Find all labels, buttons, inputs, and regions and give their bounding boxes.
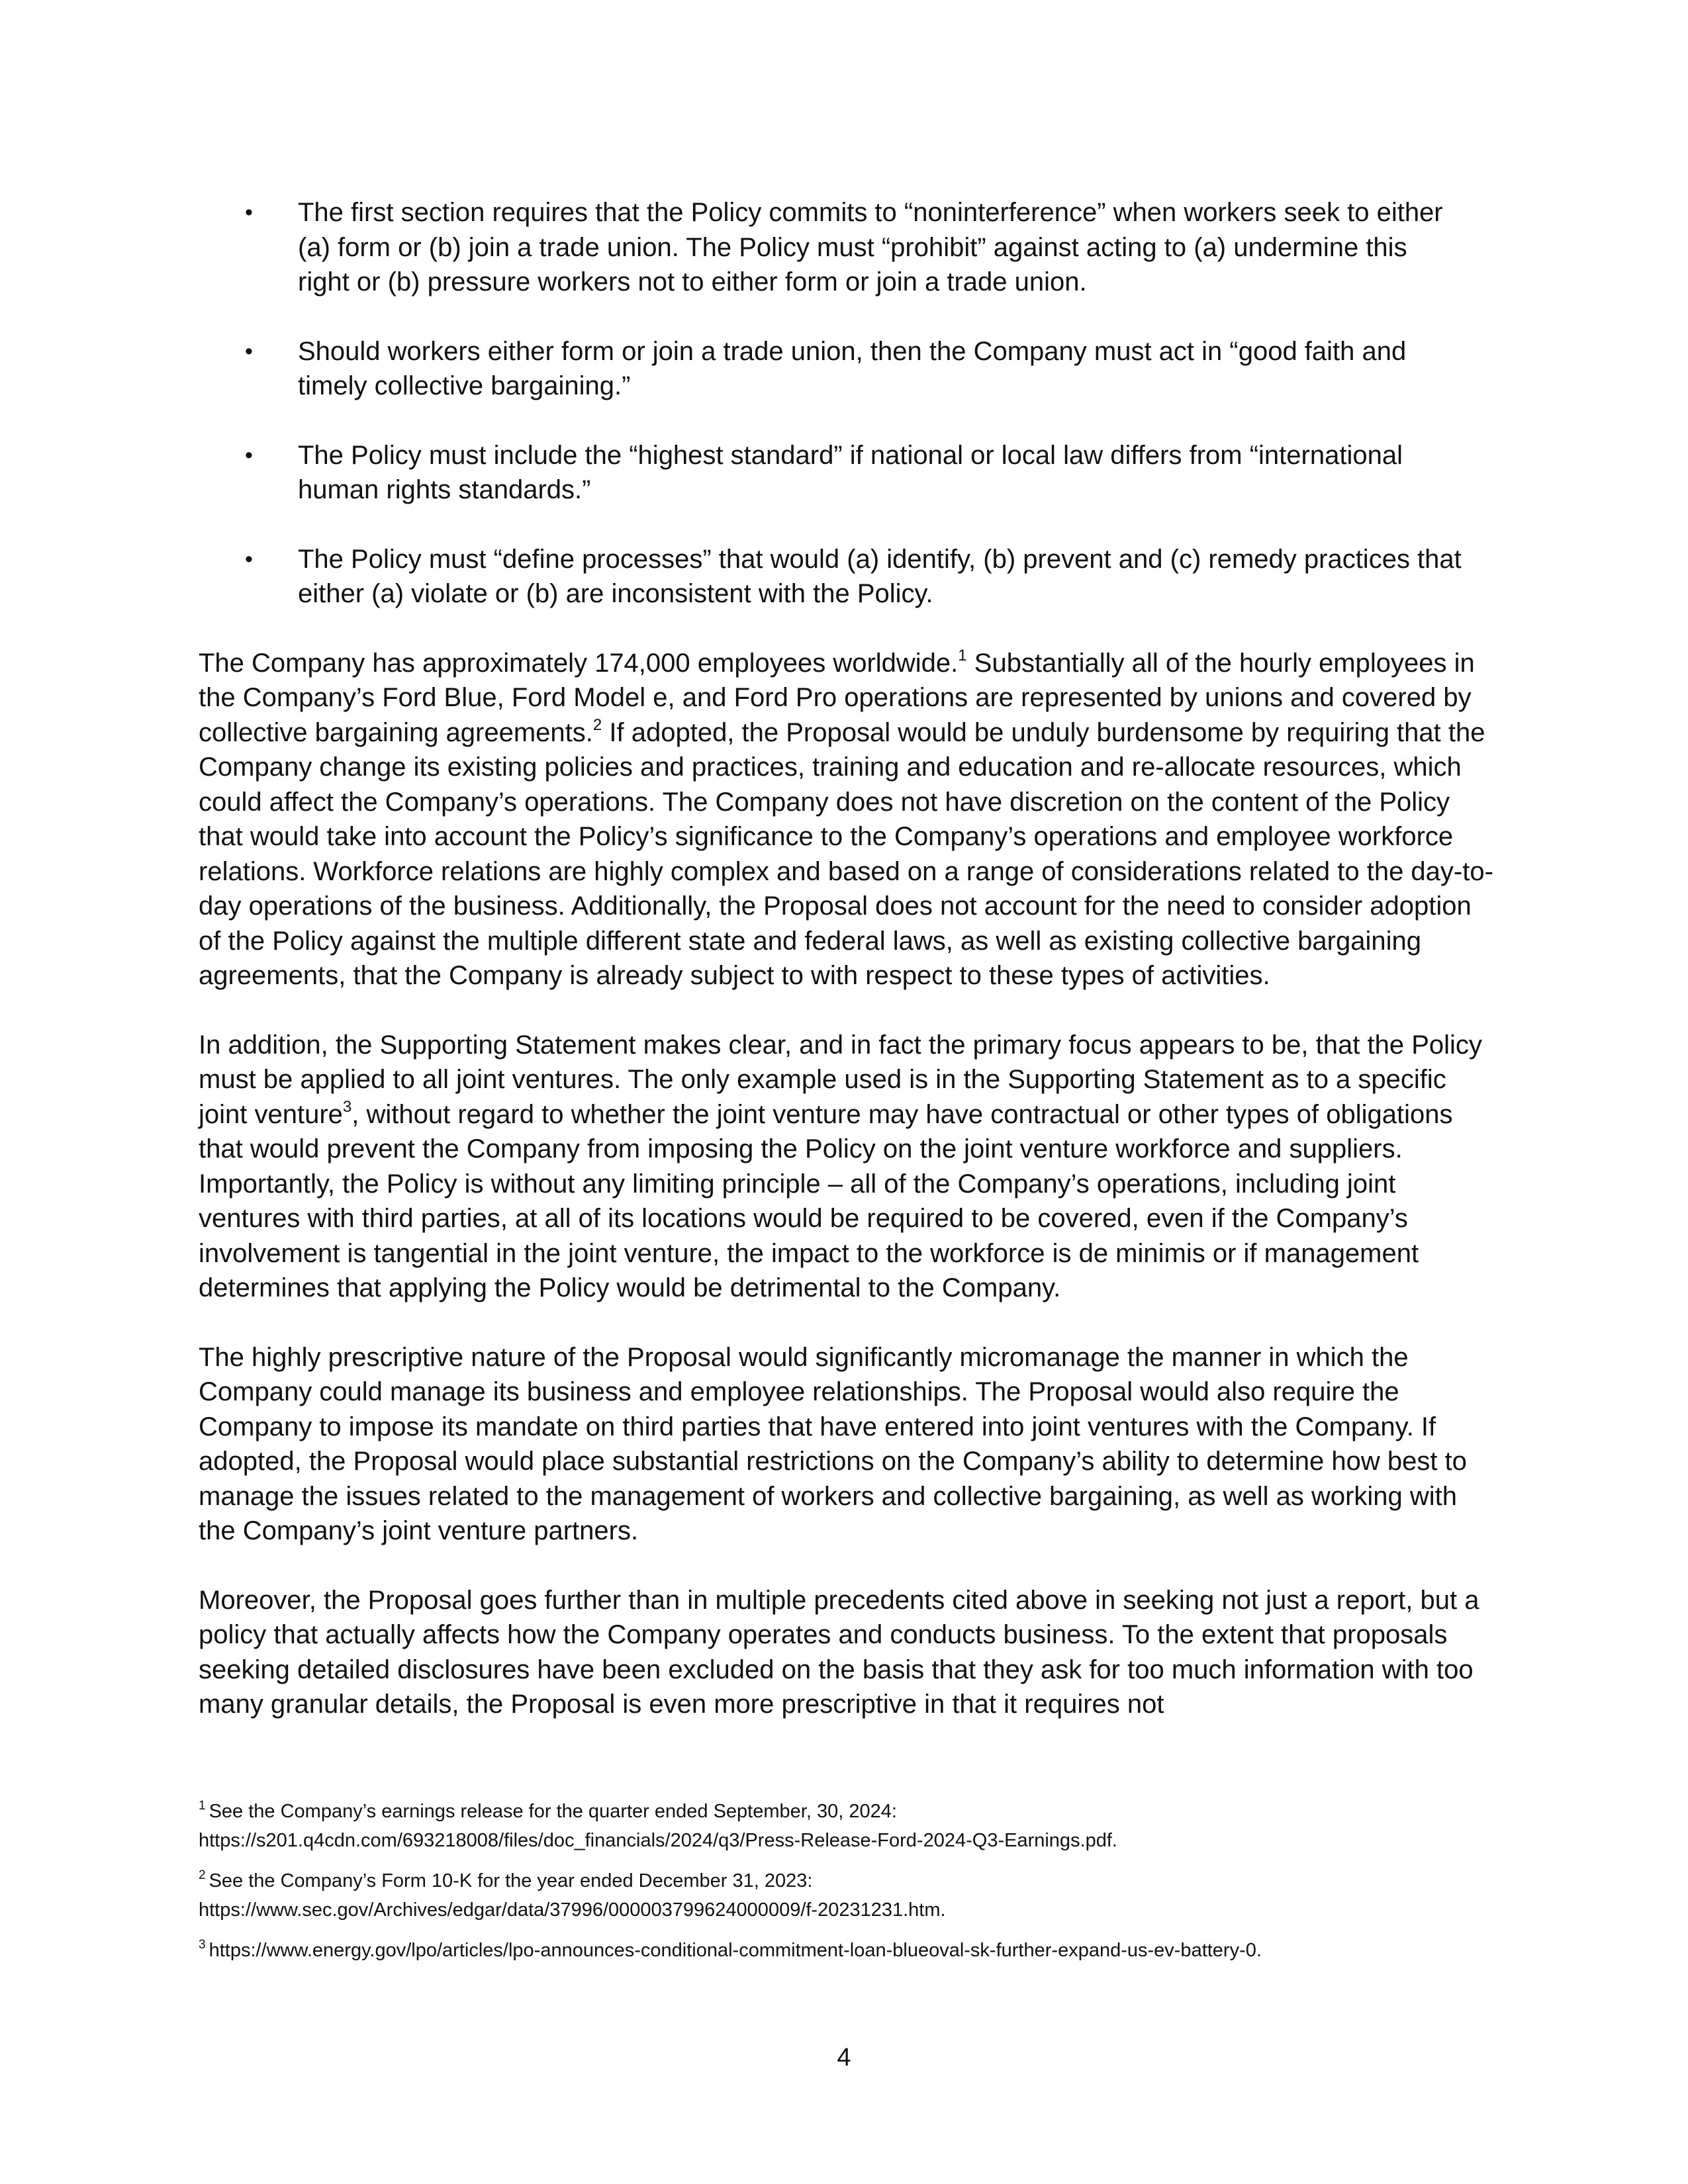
bullet-list	[199, 195, 1496, 612]
footnote-number: 1	[199, 1799, 206, 1813]
paragraph-joint-ventures: In addition, the Supporting Statement makes clear, and in fact the primary focus appears to be, that the Policy must be applied to all joint ventures. The only example used is in the Supporting Statement as to a specific joint venture$^3$, without regard to whether the joint venture may have contractual or other types of obligations that would prevent the Company from imposing the Policy on the joint venture workforce and suppliers. Importantly, the Policy is without any limiting principle – all of the Company’s operations, including joint ventures with third parties, at all of its locations would be required to be covered, even if the Company’s involvement is tangential in the joint venture, the impact to the workforce is de minimis or if management determines that applying the Policy would be detrimental to the Company.	[199, 1030, 1482, 1302]
paragraph-employees: The Company has approximately 174,000 employees worldwide.$^1$ Substantially all of the hourly employees in the Company’s Ford Blue, Ford Model e, and Ford Pro operations are represented by unions and covered by collective bargaining agreements.$^2$ If adopted, the Proposal would be unduly burdensome by requiring that the Company change its existing policies and practices, training and education and re-allocate resources, which could affect the Company’s operations. The Company does not have discretion on the content of the Policy that would take into account the Policy’s significance to the Company’s operations and employee workforce relations. Workforce relations are highly complex and based on a range of considerations related to the day-to-day operations of the business. Additionally, the Proposal does not account for the need to consider adoption of the Policy against the multiple different state and federal laws, as well as existing collective bargaining agreements, that the Company is already subject to with respect to these types of activities.	[199, 646, 1493, 990]
footnote-ref-1[interactable]: 1	[958, 646, 967, 664]
paragraph-prescriptive: The highly prescriptive nature of the Proposal would significantly micromanage the manner in which the Company could manage its business and employee relationships. The Proposal would also require the Company to impose its mandate on third parties that have entered into joint ventures with the Company. If adopted, the Proposal would place substantial restrictions on the Company’s ability to determine how best to manage the issues related to the management of workers and collective bargaining, as well as working with the Company’s joint venture partners.	[199, 1342, 1467, 1545]
footnote-number: 2	[199, 1868, 206, 1882]
footnotes-section	[199, 1797, 1496, 1976]
footnote-2	[199, 1866, 1496, 1925]
bullet-dot-icon: •	[245, 442, 253, 468]
bullet-text: The Policy must include the “highest standard” if national or local law differs from “international human rights standards.”	[298, 440, 1403, 504]
bullet-item	[199, 542, 1463, 612]
paragraph-precedents: Moreover, the Proposal goes further than in multiple precedents cited above in seeking not just a report, but a policy that actually affects how the Company operates and conducts business. To the extent that proposals seeking detailed disclosures have been excluded on the basis that they ask for too much information with too many granular details, the Proposal is even more prescriptive in that it requires not	[199, 1585, 1479, 1719]
bullet-dot-icon: •	[245, 200, 253, 225]
bullet-dot-icon: •	[245, 546, 253, 572]
footnote-3	[199, 1936, 1496, 1965]
bullet-dot-icon: •	[245, 338, 253, 364]
bullet-item	[199, 195, 1463, 300]
footnote-link[interactable]: https://s201.q4cdn.com/693218008/files/doc_financials/2024/q3/Press-Release-Ford-2024-Q3-Earnings.pdf.	[199, 1830, 1117, 1851]
page-number: 4	[837, 2044, 851, 2071]
bullet-text: The first section requires that the Policy commits to “noninterference” when workers seek to either (a) form or (b) join a trade union. The Policy must “prohibit” against acting to (a) undermine this right or (b) pressure workers not to either form or join a trade union.	[298, 198, 1443, 296]
footnote-text: See the Company’s earnings release for the quarter ended September, 30, 2024:	[209, 1801, 897, 1822]
footnote-link[interactable]: https://www.energy.gov/lpo/articles/lpo-announces-conditional-commitment-loan-blueoval-sk-further-expand-us-ev-battery-0.	[209, 1940, 1262, 1961]
footnote-ref-2[interactable]: 2	[592, 715, 602, 734]
bullet-item	[199, 334, 1463, 404]
bullet-item	[199, 438, 1463, 508]
footnote-number: 3	[199, 1938, 206, 1952]
footnote-1	[199, 1797, 1496, 1855]
document-body	[199, 195, 1496, 1722]
footnote-link[interactable]: https://www.sec.gov/Archives/edgar/data/37996/000003799624000009/f-20231231.htm.	[199, 1899, 946, 1921]
bullet-text: Should workers either form or join a trade union, then the Company must act in “good faith and timely collective bargaining.”	[298, 336, 1407, 400]
bullet-text: The Policy must “define processes” that would (a) identify, (b) prevent and (c) remedy practices that either (a) violate or (b) are inconsistent with the Policy.	[298, 544, 1462, 608]
footnote-text: See the Company’s Form 10-K for the year ended December 31, 2023:	[209, 1870, 813, 1891]
footnote-ref-3[interactable]: 3	[342, 1097, 352, 1116]
